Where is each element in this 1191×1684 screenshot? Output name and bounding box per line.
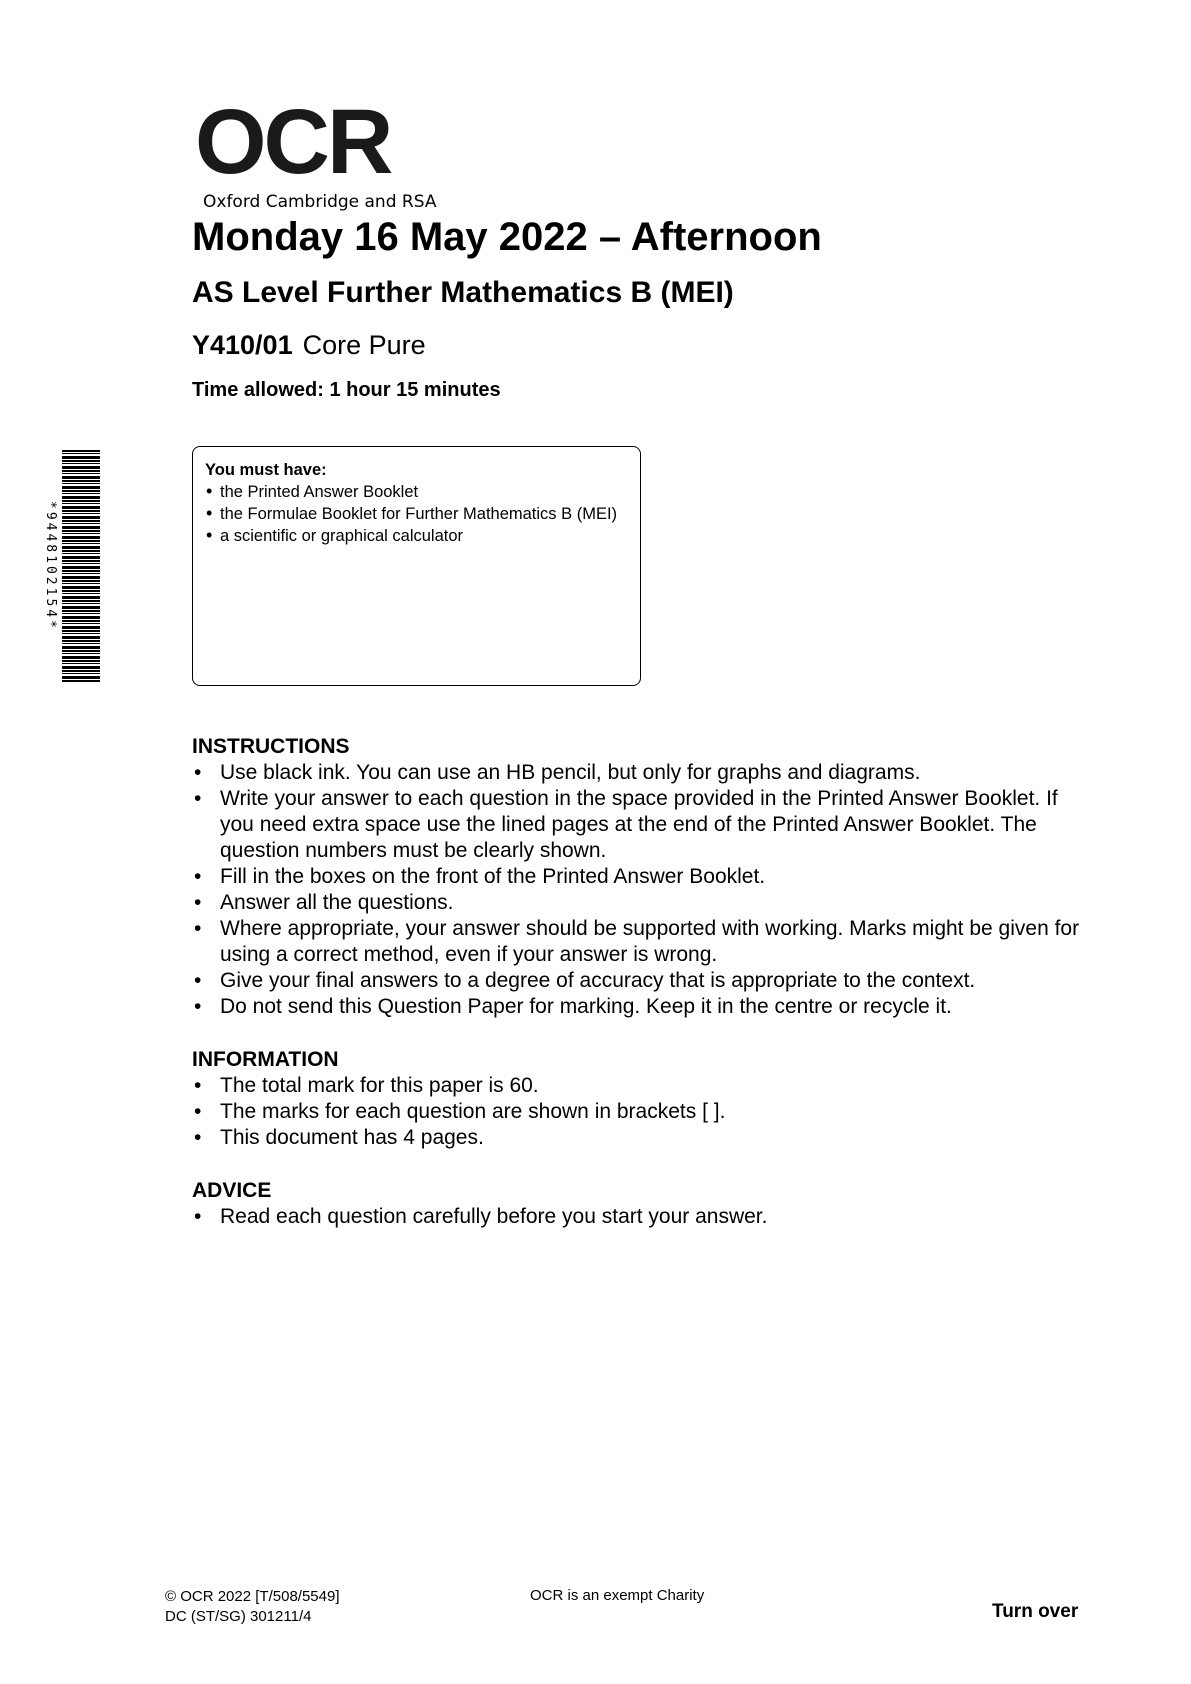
- barcode-digits: *9448102154*: [43, 501, 58, 631]
- information-list: [192, 1073, 1092, 1151]
- instruction-item: • Write your answer to each question in the space provided in the Printed Answer Booklet. If you need extra space use the lined pages at the end of the Printed Answer Booklet. The question numbers must be clearly shown.: [192, 786, 1092, 864]
- must-have-item: • the Printed Answer Booklet: [205, 481, 628, 503]
- must-have-item: • the Formulae Booklet for Further Mathematics B (MEI): [205, 503, 628, 525]
- information-item: • This document has 4 pages.: [192, 1125, 1092, 1151]
- information-heading: INFORMATION: [192, 1048, 339, 1071]
- turn-over-label: Turn over: [992, 1601, 1079, 1622]
- information-section: [192, 1047, 1092, 1151]
- footer-copyright: © OCR 2022 [T/508/5549]: [165, 1588, 340, 1605]
- instruction-item: • Do not send this Question Paper for marking. Keep it in the centre or recycle it.: [192, 994, 1092, 1020]
- advice-item: • Read each question carefully before you start your answer.: [192, 1204, 1092, 1230]
- logo-subtitle: Oxford Cambridge and RSA: [203, 192, 437, 212]
- exam-date: Monday 16 May 2022 – Afternoon: [192, 215, 822, 259]
- instruction-item: • Fill in the boxes on the front of the Printed Answer Booklet.: [192, 864, 1092, 890]
- advice-section: [192, 1178, 1092, 1230]
- must-have-box: [192, 446, 641, 686]
- footer-left: [165, 1587, 340, 1627]
- instruction-item: • Give your final answers to a degree of accuracy that is appropriate to the context.: [192, 968, 1092, 994]
- logo-mark: OCR: [195, 91, 391, 193]
- instructions-heading: INSTRUCTIONS: [192, 735, 350, 758]
- instruction-item: • Answer all the questions.: [192, 890, 1092, 916]
- ocr-logo: [195, 91, 455, 212]
- instructions-list: [192, 760, 1092, 1020]
- paper-title: Core Pure: [302, 330, 426, 360]
- exam-subject: AS Level Further Mathematics B (MEI): [192, 276, 734, 309]
- barcode: [44, 450, 100, 682]
- paper-line: [192, 330, 426, 361]
- barcode-bars: [62, 450, 100, 682]
- instruction-item: • Where appropriate, your answer should be supported with working. Marks might be given for using a correct method, even if your answer is wrong.: [192, 916, 1092, 968]
- information-item: • The marks for each question are shown in brackets [ ].: [192, 1099, 1092, 1125]
- time-allowed: Time allowed: 1 hour 15 minutes: [192, 379, 501, 401]
- advice-heading: ADVICE: [192, 1179, 272, 1202]
- instruction-item: • Use black ink. You can use an HB pencil, but only for graphs and diagrams.: [192, 760, 1092, 786]
- must-have-item: • a scientific or graphical calculator: [205, 525, 628, 547]
- must-have-heading: You must have:: [205, 461, 327, 479]
- paper-code: Y410/01: [192, 330, 293, 360]
- must-have-list: [205, 481, 628, 547]
- information-item: • The total mark for this paper is 60.: [192, 1073, 1092, 1099]
- footer-reference: DC (ST/SG) 301211/4: [165, 1608, 312, 1625]
- footer-charity: OCR is an exempt Charity: [530, 1587, 705, 1604]
- instructions-section: [192, 734, 1092, 1020]
- advice-list: [192, 1204, 1092, 1230]
